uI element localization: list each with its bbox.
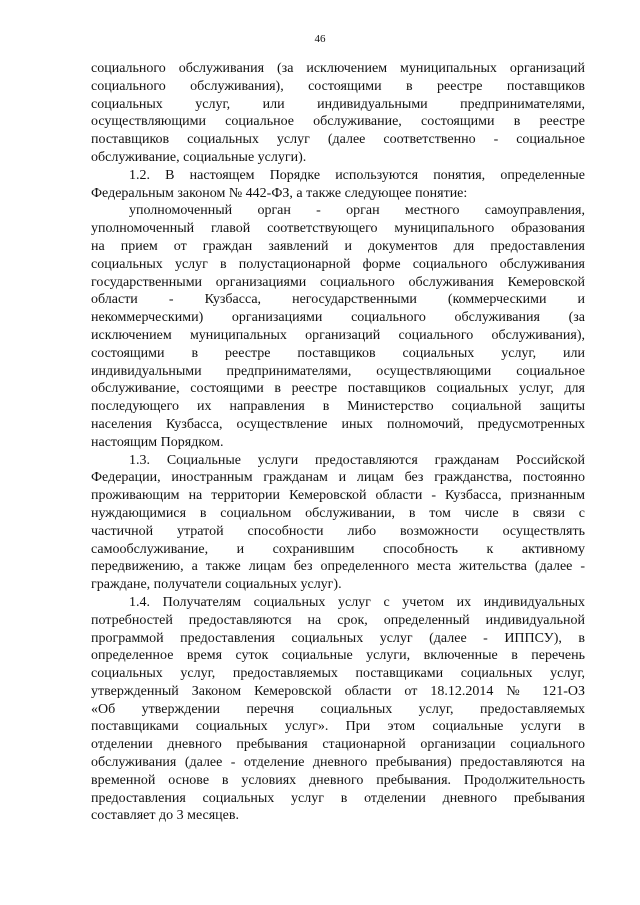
- text-line: потребностей предоставляются на срок, определенный индивидуальной: [91, 612, 585, 628]
- text-line: частичной утратой способности либо возможности осуществлять: [91, 523, 585, 539]
- text-line: уполномоченный орган - орган местного самоуправления,: [129, 203, 585, 219]
- text-line: социального обслуживания (за исключением муниципальных организаций: [91, 61, 585, 76]
- text-line: самообслуживание, и сохранившим способность к активному: [91, 541, 585, 557]
- text-line: социального обслуживания), состоящими в реестре поставщиков: [91, 78, 585, 94]
- text-line: осуществляющими социальное обслуживание, состоящими в реестре: [91, 114, 585, 130]
- text-line: настоящим Порядком.: [91, 434, 224, 450]
- text-line: социальных услуг в полустационарной форме социального обслуживания: [91, 256, 585, 272]
- text-line: исключением муниципальных организаций социального обслуживания),: [91, 327, 585, 343]
- text-line: «Об утверждении перечня социальных услуг, предоставляемых: [91, 701, 585, 717]
- document-body: [91, 60, 585, 825]
- text-line: отделении дневного пребывания стационарной организации социального: [91, 737, 585, 753]
- text-line: населения Кузбасса, осуществление иных полномочий, предусмотренных: [91, 416, 585, 432]
- paragraph: [91, 202, 585, 451]
- text-line: предоставления социальных услуг в отделении дневного пребывания: [91, 790, 585, 806]
- text-line: уполномоченный главой соответствующего муниципального образования: [91, 221, 585, 237]
- text-line: проживающим на территории Кемеровской области - Кузбасса, признанным: [91, 488, 585, 504]
- paragraph: [91, 60, 585, 167]
- text-line: последующего их направления в Министерство социальной защиты: [91, 399, 585, 415]
- text-line: поставщиками социальных услуг». При этом социальные услуги в: [91, 719, 585, 735]
- paragraph: [91, 167, 585, 203]
- text-line: 1.3. Социальные услуги предоставляются гражданам Российской: [129, 452, 585, 468]
- text-line: обслуживание, социальные услуги).: [91, 149, 307, 165]
- text-line: утвержденный Законом Кемеровской области от 18.12.2014 № 121-ОЗ: [91, 683, 585, 699]
- text-line: обслуживания (далее - отделение дневного пребывания) предоставляются на: [91, 755, 585, 771]
- text-line: социальных услуг, или индивидуальными предпринимателями,: [91, 96, 585, 112]
- text-line: индивидуальными предпринимателями, осуществляющими социальное: [91, 363, 585, 379]
- text-line: области - Кузбасса, негосударственными (коммерческими и: [91, 292, 585, 308]
- page-number: 46: [314, 33, 326, 45]
- paragraph: [91, 452, 585, 594]
- text-line: Федеральным законом № 442-ФЗ, а также следующее понятие:: [91, 185, 468, 201]
- text-line: состоящими в реестре поставщиков социальных услуг, или: [91, 345, 585, 361]
- text-line: поставщиков социальных услуг (далее соответственно - социальное: [91, 132, 585, 148]
- text-line: Федерации, иностранным гражданам и лицам без гражданства, постоянно: [91, 470, 585, 486]
- text-line: социальных услуг, предоставляемых поставщиками социальных услуг,: [91, 666, 585, 682]
- text-line: некоммерческими) организациями социального обслуживания (за: [91, 310, 585, 326]
- paragraph: [91, 594, 585, 825]
- text-line: 1.4. Получателям социальных услуг с учетом их индивидуальных: [129, 594, 585, 610]
- text-line: 1.2. В настоящем Порядке используются понятия, определенные: [129, 167, 585, 183]
- text-line: государственными организациями социального обслуживания Кемеровской: [91, 274, 585, 290]
- text-line: программой предоставления социальных услуг (далее - ИППСУ), в: [91, 630, 585, 646]
- text-line: временной основе в условиях дневного пребывания. Продолжительность: [91, 772, 585, 788]
- text-line: обслуживание, состоящими в реестре поставщиков социальных услуг, для: [91, 381, 585, 397]
- text-line: определенное время суток социальные услуги, включенные в перечень: [91, 648, 585, 664]
- text-line: на прием от граждан заявлений и документов для предоставления: [91, 238, 585, 254]
- text-line: передвижению, а также лицам без определенного места жительства (далее -: [91, 559, 585, 575]
- text-line: составляет до 3 месяцев.: [91, 808, 239, 824]
- text-line: граждане, получатели социальных услуг).: [91, 577, 342, 593]
- text-line: нуждающимися в социальном обслуживании, в том числе в связи с: [91, 505, 585, 521]
